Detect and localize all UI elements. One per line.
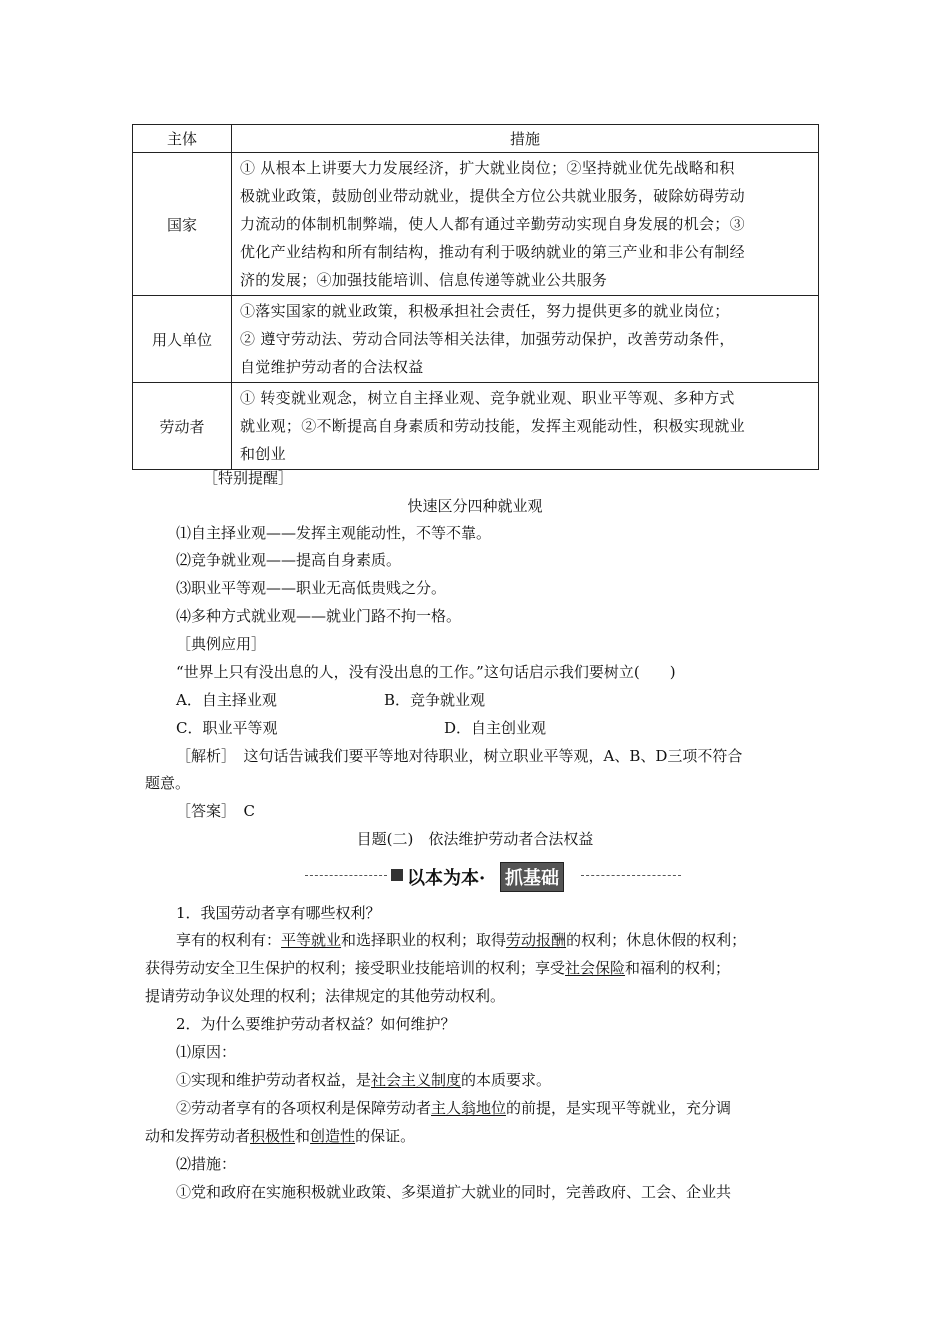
table-line: ① 转变就业观念，树立自主择业观、竞争就业观、职业平等观、多种方式 <box>240 389 735 407</box>
measure-line: ①党和政府在实施积极就业政策、多渠道扩大就业的同时，完善政府、工会、企业共 <box>176 1183 732 1201</box>
banner-right-text: 抓基础 <box>500 862 564 892</box>
text: 的权利；休息休假的权利； <box>566 931 747 949</box>
underlined-key-term: 劳动报酬 <box>506 931 567 949</box>
q1-line <box>145 957 730 979</box>
example-label: ［典例应用］ <box>176 635 267 653</box>
table-line: 优化产业结构和所有制结构，推动有利于吸纳就业的第三产业和非公有制经 <box>240 243 745 261</box>
analysis-line: 题意。 <box>145 774 191 792</box>
option-d: D．自主创业观 <box>444 719 547 737</box>
tip-item: ⑶职业平等观——职业无高低贵贱之分。 <box>176 579 447 597</box>
square-bullet-icon <box>391 869 403 881</box>
table-line: 极就业政策，鼓励创业带动就业，提供全方位公共就业服务，破除妨碍劳动 <box>240 187 745 205</box>
banner-left-text: 以本为本· <box>407 868 486 889</box>
section-banner <box>0 863 950 889</box>
table-line: 力流动的体制机制弊端，使人人都有通过辛勤劳动实现自身发展的机会；③ <box>240 215 745 233</box>
table-line: ①落实国家的就业政策，积极承担社会责任，努力提供更多的就业岗位； <box>240 302 730 320</box>
text: 和选择职业的权利；取得 <box>341 931 507 949</box>
option-b: B．竞争就业观 <box>384 691 486 709</box>
underlined-key-term: 主人翁地位 <box>431 1099 507 1117</box>
banner-divider <box>581 875 681 876</box>
underlined-key-term: 积极性 <box>250 1127 296 1145</box>
table-line: 济的发展；④加强技能培训、信息传递等就业公共服务 <box>240 271 608 289</box>
text: 的本质要求。 <box>461 1071 552 1089</box>
table-row-subject: 劳动者 <box>133 383 232 470</box>
measure-label: ⑵措施： <box>176 1155 237 1173</box>
text: 和福利的权利； <box>625 959 731 977</box>
table-header-row <box>133 125 819 153</box>
table-row-measures <box>232 296 819 383</box>
option-a: A．自主择业观 <box>176 691 277 709</box>
table-row-measures <box>232 153 819 296</box>
q1-line: 提请劳动争议处理的权利；法律规定的其他劳动权利。 <box>145 987 506 1005</box>
text: 动和发挥劳动者 <box>145 1127 251 1145</box>
tip-item: ⑴自主择业观——发挥主观能动性，不等不靠。 <box>176 524 492 542</box>
text: 和 <box>295 1127 311 1145</box>
q1-line <box>176 929 746 951</box>
tip-item: ⑷多种方式就业观——就业门路不拘一格。 <box>176 607 462 625</box>
answer: ［答案］ C <box>176 802 255 820</box>
table-row-measures <box>232 383 819 470</box>
table-line: 自觉维护劳动者的合法权益 <box>240 358 424 376</box>
table-header-subject: 主体 <box>133 125 232 153</box>
measures-table <box>132 124 819 470</box>
table-row-subject: 用人单位 <box>133 296 232 383</box>
underlined-key-term: 社会保险 <box>565 959 626 977</box>
text: ①实现和维护劳动者权益，是 <box>176 1071 372 1089</box>
table-line: ① 从根本上讲要大力发展经济，扩大就业岗位；②坚持就业优先战略和积 <box>240 159 735 177</box>
text: ②劳动者享有的各项权利是保障劳动者 <box>176 1099 432 1117</box>
table-line: 和创业 <box>240 445 286 463</box>
underlined-key-term: 平等就业 <box>281 931 342 949</box>
table-row <box>133 296 819 383</box>
table-row <box>133 153 819 296</box>
reason-line <box>176 1069 551 1091</box>
text: 的保证。 <box>355 1127 416 1145</box>
table-row-subject: 国家 <box>133 153 232 296</box>
reason-line <box>145 1125 415 1147</box>
text: 的前提，是实现平等就业，充分调 <box>506 1099 732 1117</box>
underlined-key-term: 社会主义制度 <box>371 1071 462 1089</box>
example-question: “世界上只有没出息的人，没有没出息的工作。”这句话启示我们要树立( ) <box>176 663 676 681</box>
tip-title: 快速区分四种就业观 <box>407 497 543 515</box>
underlined-key-term: 创造性 <box>310 1127 356 1145</box>
table-row <box>133 383 819 470</box>
table-line: 就业观；②不断提高自身素质和劳动技能，发挥主观能动性，积极实现就业 <box>240 417 745 435</box>
banner-divider <box>305 875 387 876</box>
table-header-measures: 措施 <box>232 125 819 153</box>
q1-title: 1．我国劳动者享有哪些权利？ <box>176 904 381 922</box>
section-title: 目题(二) 依法维护劳动者合法权益 <box>356 830 594 848</box>
table-line: ② 遵守劳动法、劳动合同法等相关法律，加强劳动保护，改善劳动条件， <box>240 330 735 348</box>
tip-label: ［特别提醒］ <box>203 469 294 487</box>
text: 享有的权利有： <box>176 931 282 949</box>
option-c: C．职业平等观 <box>176 719 278 737</box>
reason-line <box>176 1097 731 1119</box>
q2-title: 2．为什么要维护劳动者权益？如何维护？ <box>176 1015 456 1033</box>
text: 获得劳动安全卫生保护的权利；接受职业技能培训的权利；享受 <box>145 959 566 977</box>
tip-item: ⑵竞争就业观——提高自身素质。 <box>176 551 402 569</box>
analysis-line: ［解析］ 这句话告诫我们要平等地对待职业，树立职业平等观，A、B、D三项不符合 <box>176 747 743 765</box>
reason-label: ⑴原因： <box>176 1043 237 1061</box>
